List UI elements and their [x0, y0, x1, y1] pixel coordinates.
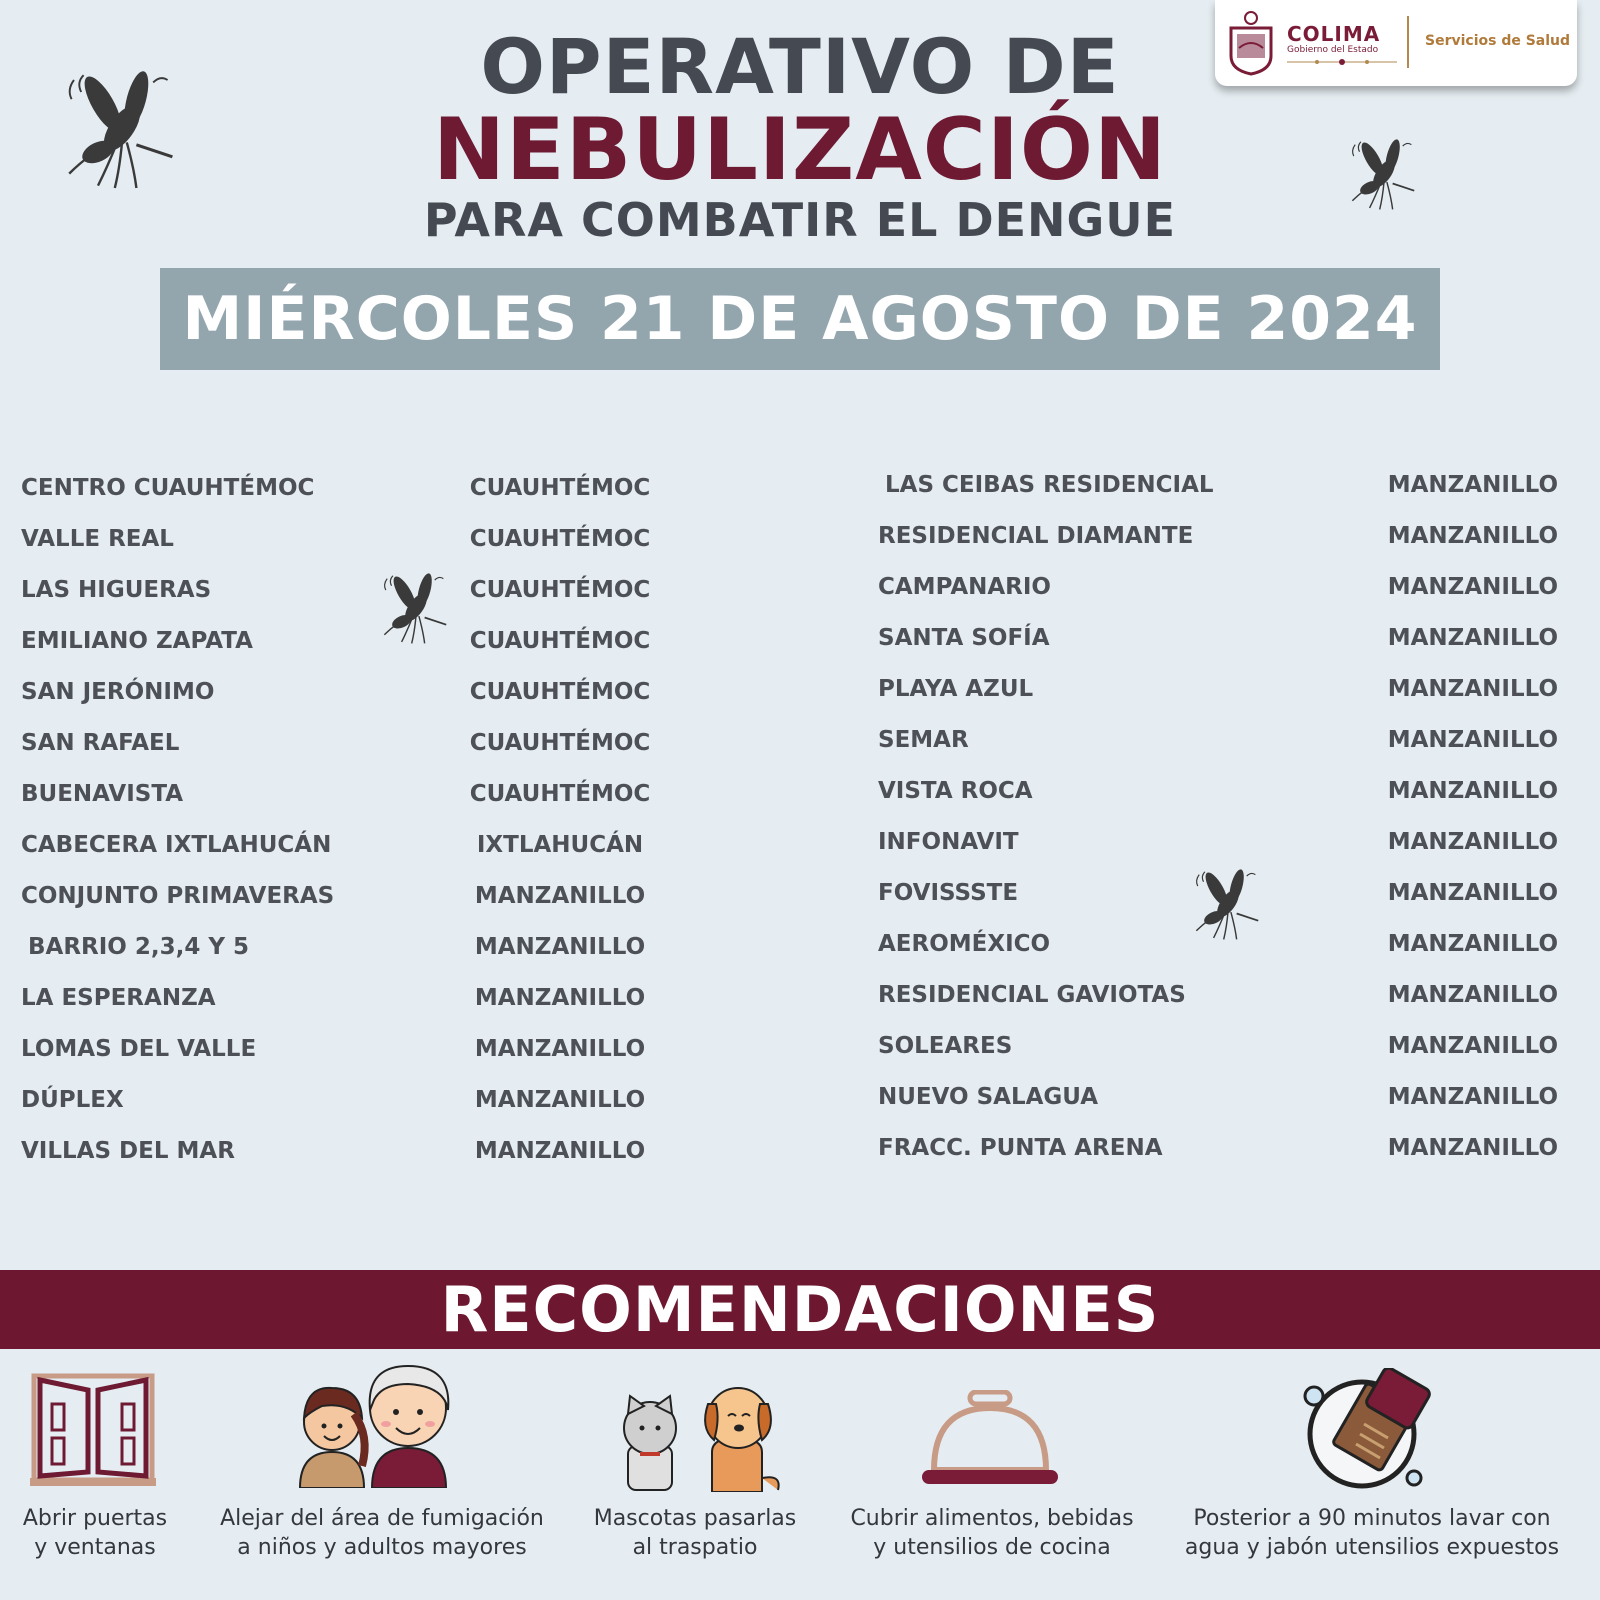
- colonia-name: CENTRO CUAUHTÉMOC: [21, 475, 315, 501]
- colonia-name: BARRIO 2,3,4 Y 5: [28, 934, 250, 960]
- colonia-name: SAN RAFAEL: [21, 730, 180, 756]
- recommendations-banner: [0, 1270, 1600, 1349]
- municipio-name: CUAUHTÉMOC: [469, 526, 651, 552]
- colonia-name: RESIDENCIAL GAVIOTAS: [878, 982, 1186, 1008]
- municipio-name: CUAUHTÉMOC: [469, 679, 651, 705]
- food-cover-icon: [920, 1390, 1060, 1490]
- date-text: MIÉRCOLES 21 DE AGOSTO DE 2024: [182, 284, 1418, 354]
- colonia-name: VISTA ROCA: [878, 778, 1033, 804]
- recommendation-2-line-1: Alejar del área de fumigación: [220, 1506, 544, 1531]
- municipio-name: MANZANILLO: [474, 1036, 646, 1062]
- recommendation-1-line-1: Abrir puertas: [22, 1506, 168, 1531]
- recommendation-5-line-2: agua y jabón utensilios expuestos: [1184, 1535, 1560, 1560]
- colonia-name: LAS CEIBAS RESIDENCIAL: [885, 472, 1214, 498]
- mosquito-icon: [62, 66, 182, 202]
- colonia-name: SAN JERÓNIMO: [21, 679, 215, 705]
- recommendation-2: [212, 1504, 552, 1562]
- municipio-name: CUAUHTÉMOC: [469, 475, 651, 501]
- mosquito-icon: [380, 568, 452, 654]
- municipio-name: MANZANILLO: [474, 985, 646, 1011]
- colonia-name: BUENAVISTA: [21, 781, 184, 807]
- colonia-name: FRACC. PUNTA ARENA: [878, 1135, 1163, 1161]
- colonia-name: CABECERA IXTLAHUCÁN: [21, 832, 332, 858]
- title-line-3: PARA COMBATIR EL DENGUE: [423, 193, 1177, 247]
- colonia-name: VILLAS DEL MAR: [21, 1138, 235, 1164]
- logo-brand: COLIMA: [1287, 22, 1381, 46]
- municipio-name: MANZANILLO: [474, 934, 646, 960]
- recommendation-4: [842, 1504, 1142, 1562]
- pets-icon: [616, 1382, 786, 1492]
- recommendation-4-line-2: y utensilios de cocina: [873, 1535, 1111, 1560]
- recommendation-2-line-2: a niños y adultos mayores: [237, 1535, 527, 1560]
- municipio-name: CUAUHTÉMOC: [469, 730, 651, 756]
- colonia-name: RESIDENCIAL DIAMANTE: [878, 523, 1194, 549]
- municipio-name: MANZANILLO: [1387, 472, 1558, 498]
- date-banner: [160, 268, 1440, 370]
- colonia-name: EMILIANO ZAPATA: [21, 628, 253, 654]
- municipio-name: MANZANILLO: [1387, 982, 1558, 1008]
- municipio-name: MANZANILLO: [1387, 1033, 1558, 1059]
- title-line-2: NEBULIZACIÓN: [432, 100, 1167, 200]
- municipio-name: MANZANILLO: [1387, 778, 1558, 804]
- colonia-name: SOLEARES: [878, 1033, 1013, 1059]
- recommendation-1: [0, 1504, 190, 1562]
- colonia-name: LAS HIGUERAS: [21, 577, 212, 603]
- open-door-icon: [30, 1372, 156, 1488]
- logo-subtitle: Gobierno del Estado: [1287, 45, 1379, 55]
- title-line-1: OPERATIVO DE: [480, 22, 1120, 111]
- colonia-name: DÚPLEX: [21, 1087, 124, 1113]
- municipio-name: MANZANILLO: [1387, 1135, 1558, 1161]
- colonia-name: AEROMÉXICO: [878, 931, 1051, 957]
- municipio-name: MANZANILLO: [1387, 931, 1558, 957]
- colonia-name: CAMPANARIO: [878, 574, 1051, 600]
- municipio-name: MANZANILLO: [1387, 880, 1558, 906]
- recommendations-title: RECOMENDACIONES: [440, 1273, 1160, 1346]
- municipio-name: IXTLAHUCÁN: [476, 832, 644, 858]
- colonia-name: PLAYA AZUL: [878, 676, 1034, 702]
- recommendation-5-line-1: Posterior a 90 minutos lavar con: [1193, 1506, 1551, 1531]
- mosquito-icon: [1192, 864, 1264, 950]
- colonia-name: NUEVO SALAGUA: [878, 1084, 1099, 1110]
- municipio-name: MANZANILLO: [1387, 727, 1558, 753]
- colima-logo-card: [1215, 0, 1577, 86]
- recommendation-4-line-1: Cubrir alimentos, bebidas: [850, 1506, 1134, 1531]
- family-icon: [296, 1356, 460, 1488]
- municipio-name: MANZANILLO: [1387, 625, 1558, 651]
- recommendation-3: [582, 1504, 808, 1562]
- municipio-name: MANZANILLO: [474, 1087, 646, 1113]
- recommendation-1-line-2: y ventanas: [34, 1535, 156, 1560]
- colonia-name: CONJUNTO PRIMAVERAS: [21, 883, 335, 909]
- municipio-name: MANZANILLO: [1387, 829, 1558, 855]
- colonia-name: INFONAVIT: [878, 829, 1019, 855]
- colonia-name: SANTA SOFÍA: [878, 625, 1050, 651]
- municipio-name: MANZANILLO: [1387, 676, 1558, 702]
- colonia-name: LA ESPERANZA: [21, 985, 216, 1011]
- municipio-name: CUAUHTÉMOC: [469, 781, 651, 807]
- colonia-name: FOVISSSTE: [878, 880, 1019, 906]
- coat-of-arms-icon: [1225, 8, 1277, 78]
- recommendation-3-line-2: al traspatio: [632, 1535, 758, 1560]
- municipio-name: MANZANILLO: [474, 883, 646, 909]
- municipio-name: CUAUHTÉMOC: [469, 577, 651, 603]
- logo-department: Servicios de Salud: [1425, 33, 1571, 49]
- logo-separator: [1407, 16, 1409, 68]
- ornament-icon: [1287, 57, 1397, 67]
- municipio-name: CUAUHTÉMOC: [469, 628, 651, 654]
- municipio-name: MANZANILLO: [474, 1138, 646, 1164]
- recommendation-5: [1172, 1504, 1572, 1562]
- washing-icon: [1302, 1368, 1442, 1494]
- colonia-name: VALLE REAL: [21, 526, 174, 552]
- recommendation-3-line-1: Mascotas pasarlas: [593, 1506, 797, 1531]
- municipio-name: MANZANILLO: [1387, 1084, 1558, 1110]
- municipio-name: MANZANILLO: [1387, 523, 1558, 549]
- colonia-name: SEMAR: [878, 727, 969, 753]
- mosquito-icon: [1348, 134, 1420, 220]
- municipio-name: MANZANILLO: [1387, 574, 1558, 600]
- colonia-name: LOMAS DEL VALLE: [21, 1036, 257, 1062]
